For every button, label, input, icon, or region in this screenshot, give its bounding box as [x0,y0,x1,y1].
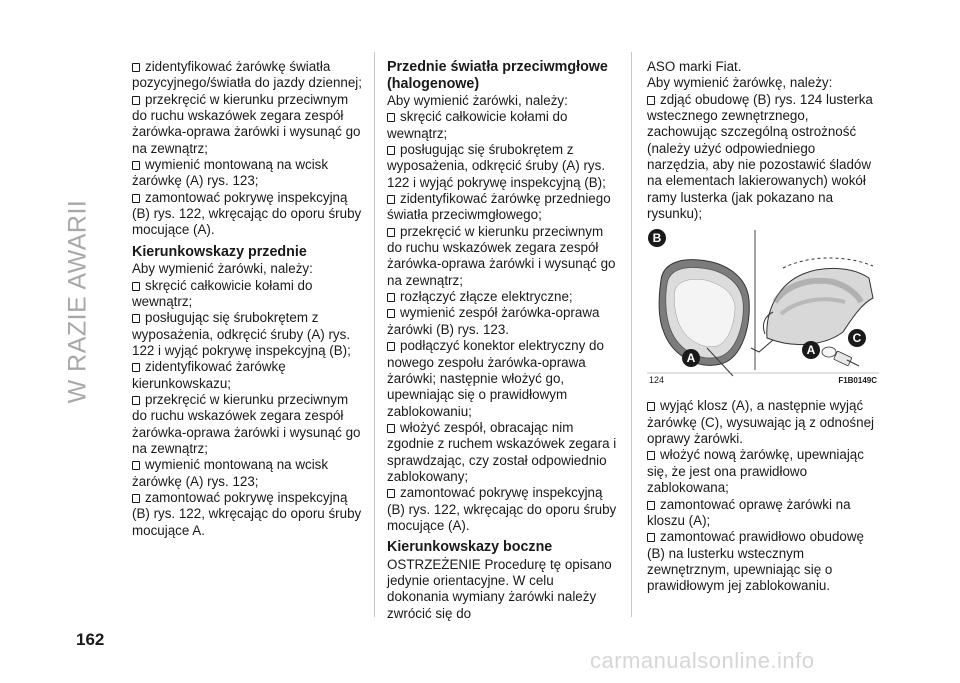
warning-text: OSTRZEŻENIE Procedurę tę opisano jedynie orientacyjne. W celu dokonania wymiany żarówki należy zwrócić się do [387,556,612,621]
figure-label-a: A [806,343,816,358]
section-heading: Kierunkowskazy boczne [387,539,553,556]
list-item: zamontować oprawę żarówki na kloszu (A); [647,497,879,530]
list-item: zidentyfikować żarówkę światła pozycyjnego/światła do jazdy dziennej; [132,59,363,91]
column-divider [374,52,375,617]
list-item: wymienić zespół żarówka-oprawa żarówki (B) rys. 123. [387,305,619,338]
figure-label-c: C [852,331,862,346]
section-side-title [48,46,108,556]
mirror-housing-drawing [659,260,749,376]
text-column-3 [647,59,879,595]
list-item: wyjąć klosz (A), a następnie wyjąć żarówkę (C), wysuwając ją z odnośnej oprawy żarówki. [647,398,879,447]
figure-code: F1B0149C [838,376,877,386]
list-item: posługując się śrubokrętem z wyposażenia, odkręcić śruby (A) rys. 122 i wyjąć pokrywę inspekcyjną (B); [387,142,619,191]
text-column-2 [387,59,619,622]
list-item: wymienić montowaną na wcisk żarówkę (A) rys. 123; [132,157,364,190]
continued-text: ASO marki Fiat. [647,59,742,74]
list-item: włożyć zespół, obracając nim zgodnie z ruchem wskazówek zegara i sprawdzając, czy został odpowiednio zablokowany; [387,420,619,485]
list-item: rozłączyć złącze elektryczne; [387,289,619,305]
list-item: przekręcić w kierunku przeciwnym do ruchu wskazówek zegara zespół żarówka-oprawa żarówki i wysunąć go na zewnątrz; [387,224,619,289]
list-item: zidentyfikować żarówkę kierunkowskazu; [132,359,364,392]
mirror-bulb-illustration [647,228,879,390]
footer-watermark: carmanualsonline.info [590,648,815,673]
list-item: zamontować pokrywę inspekcyjną (B) rys. 122, wkręcając do oporu śruby mocujące A. [132,490,364,539]
intro-text: Aby wymienić żarówkę, należy: [647,75,833,91]
list-item: przekręcić w kierunku przeciwnym do ruchu wskazówek zegara zespół żarówka-oprawa żarówki i wysunąć go na zewnątrz; [132,92,364,157]
list-item: przekręcić w kierunku przeciwnym do ruchu wskazówek zegara zespół żarówka-oprawa żarówki i wysunąć go na zewnątrz; [132,392,364,457]
section-heading: Przednie światła przeciwmgłowe (halogenowe) [387,59,608,92]
figure-number: 124 [649,375,665,386]
list-item: zamontować pokrywę inspekcyjną (B) rys. 122, wkręcając do oporu śruby mocujące (A). [387,485,619,534]
list-item: podłączyć konektor elektryczny do nowego zespołu żarówka-oprawa żarówki; następnie włożyć go, upewniając się o prawidłowym zablokowaniu; [387,338,619,420]
column-divider [631,52,632,617]
intro-text: Aby wymienić żarówki, należy: [132,261,313,277]
list-item: posługując się śrubokrętem z wyposażenia, odkręcić śruby (A) rys. 122 i wyjąć pokrywę inspekcyjną (B); [132,310,364,359]
list-item: skręcić całkowicie kołami do wewnątrz; [132,278,364,311]
section-title-text: W RAZIE AWARII [63,199,92,403]
intro-text: Aby wymienić żarówki, należy: [387,93,568,108]
bulb-drawing [822,347,859,366]
list-item: zdjąć obudowę (B) rys. 124 lusterka wstecznego zewnętrznego, zachowując szczególną ostrożność (należy użyć odpowiedniego narzędzia, aby nie pozostawić śladów na elementach lakierowanych) wokół ramy lusterka (jak pokazano na rysunku); [647,92,879,223]
section-heading: Kierunkowskazy przednie [132,243,307,260]
list-item: zamontować pokrywę inspekcyjną (B) rys. 122, wkręcając do oporu śruby mocujące (A). [132,190,364,239]
figure-label-a: A [686,351,696,366]
list-item: skręcić całkowicie kołami do wewnątrz; [387,109,619,142]
figure-label-b: B [652,231,662,246]
page-number: 162 [76,630,105,649]
list-item: wymienić montowaną na wcisk żarówkę (A) rys. 123; [132,457,364,490]
list-item: zamontować prawidłowo obudowę (B) na lusterku wstecznym zewnętrznym, upewniając się o prawidłowym jej zablokowaniu. [647,529,879,594]
list-item: włożyć nową żarówkę, upewniając się, że jest ona prawidłowo zablokowana; [647,447,879,496]
figure-124 [647,228,879,390]
list-item: zidentyfikować żarówkę przedniego światła przeciwmgłowego; [387,191,619,224]
text-column-1 [132,59,364,539]
